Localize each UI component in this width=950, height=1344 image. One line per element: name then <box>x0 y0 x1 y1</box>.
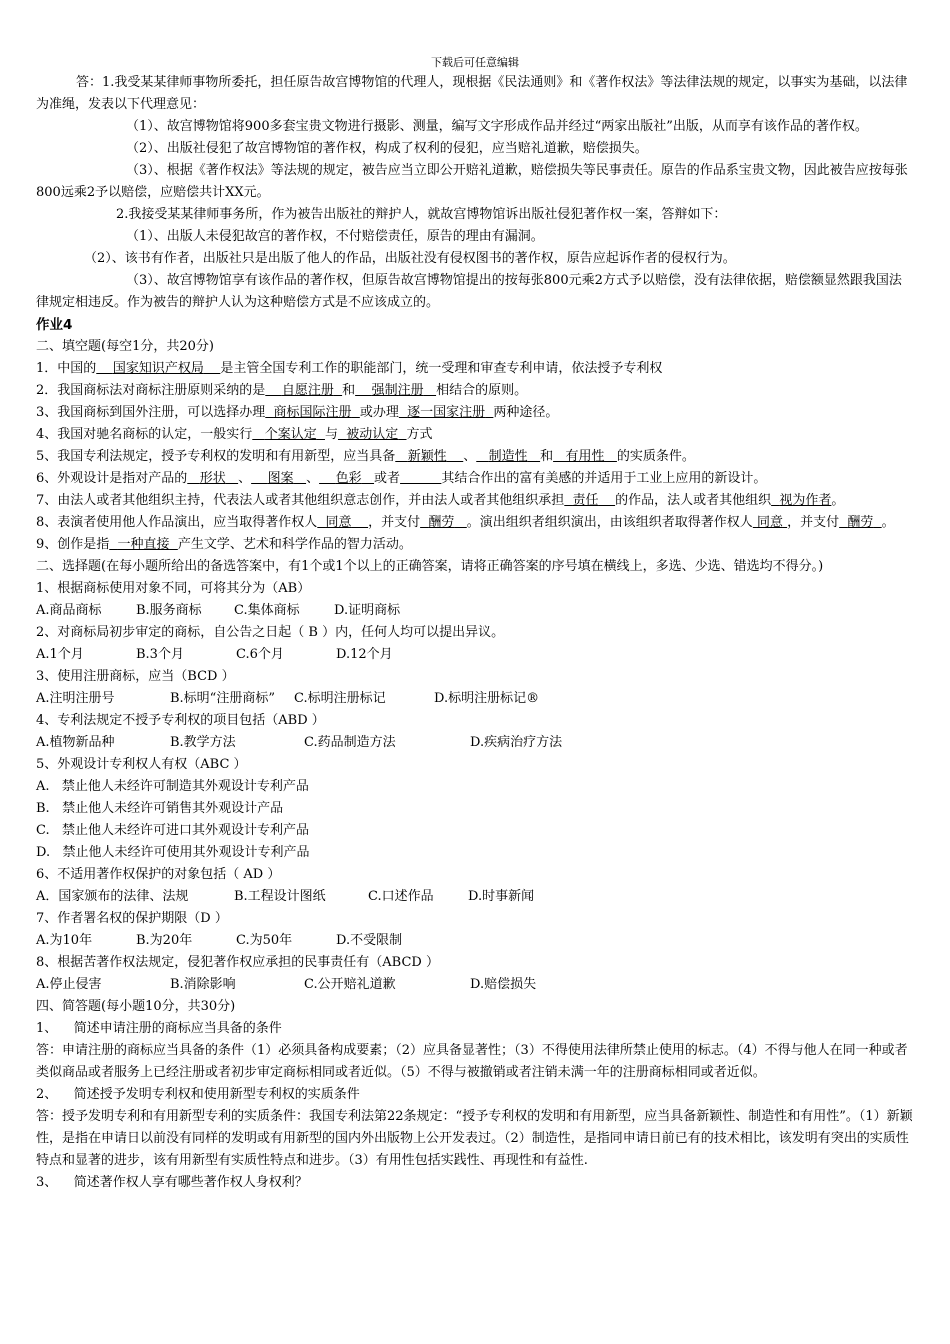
choice-options: A.植物新品种 B.教学方法 C.药品制造方法 D.疾病治疗方法 <box>36 735 563 750</box>
answer-line: （2）、出版社侵犯了故宫博物馆的著作权，构成了权利的侵犯，应当赔礼道歉，赔偿损失。 <box>126 141 648 156</box>
short-question: 3、 简述著作权人享有哪些著作权人身权利？ <box>36 1175 308 1190</box>
short-question: 1、 简述申请注册的商标应当具备的条件 <box>36 1021 282 1036</box>
homework-title: 作业4 <box>36 317 73 333</box>
choice-options: A．国家颁布的法律、法规 B.工程设计图纸 C.口述作品 D.时事新闻 <box>36 889 535 904</box>
choice-question: 6、不适用著作权保护的对象包括（ AD ） <box>36 867 281 882</box>
choice-options: A.注明注册号 B.标明“注册商标” C.标明注册标记 D.标明注册标记® <box>36 691 540 706</box>
answer-line: （3）、根据《著作权法》等法规的规定，被告应当立即公开赔礼道歉，赔偿损失等民事责任。原告的作品系宝贵文物，因此被告应按每张800远乘2予以赔偿，应赔偿共计XX元。 <box>36 163 908 200</box>
section-title: 二、选择题(在每小题所给出的备选答案中，有1个或1个以上的正确答案，请将正确答案的序号填在横线上，多选、少选、错选均不得分。) <box>36 559 824 574</box>
answer-line: （1）、出版人未侵犯故宫的著作权，不付赔偿责任，原告的理由有漏洞。 <box>126 229 544 244</box>
fill-question: 9、创作是指 一种直接 产生文学、艺术和科学作品的智力活动。 <box>36 537 412 552</box>
choice-options: A.1个月 B.3个月 C.6个月 D.12个月 <box>36 647 393 662</box>
answer-line: 答：1.我受某某律师事物所委托，担任原告故宫博物馆的代理人，现根据《民法通则》和《著作权法》等法律法规的规定，以事实为基础，以法律为准绳，发表以下代理意见： <box>36 75 908 112</box>
fill-question: 6、外观设计是指对产品的 形状 、 图案 、 色彩 或者 其结合作出的富有美感的并适用于工业上应用的新设计。 <box>36 471 767 486</box>
fill-question: 2．我国商标法对商标注册原则采纳的是 自愿注册 和 强制注册 相结合的原则。 <box>36 383 528 398</box>
short-answer: 答：授予发明专利和有用新型专利的实质条件：我国专利法第22条规定：“授予专利权的发明和有用新型，应当具备新颖性、制造性和有用性”。（1）新颖性，是指在申请日以前没有同样的发明或有用新型的国内外出版物上公开发表过。（2）制造性，是指同申请日前已有的技术相比，该发明有突出的实质性特点和显著的进步，该有用新型有实质性特点和进步。（3）有用性包括实践性、再现性和有益性. <box>36 1109 913 1168</box>
fill-question: 4、我国对驰名商标的认定，一般实行 个案认定 与 被动认定 方式 <box>36 427 433 442</box>
answer-line: （2）、该书有作者，出版社只是出版了他人的作品，出版社没有侵权图书的著作权，原告应起诉作者的侵权行为。 <box>84 251 736 266</box>
page-header: 下载后可任意编辑 <box>431 56 519 69</box>
choice-option: C. 禁止他人未经许可进口其外观设计专利产品 <box>36 823 310 838</box>
choice-question: 3、使用注册商标，应当（BCD ） <box>36 669 235 684</box>
choice-question: 4、专利法规定不授予专利权的项目包括（ABD ） <box>36 713 325 728</box>
answer-line: 2.我接受某某律师事务所，作为被告出版社的辩护人，就故宫博物馆诉出版社侵犯著作权一案，答辩如下： <box>116 207 727 222</box>
choice-options: A.为10年 B.为20年 C.为50年 D.不受限制 <box>36 933 403 948</box>
choice-question: 8、根据苦著作权法规定，侵犯著作权应承担的民事责任有（ABCD ） <box>36 955 439 970</box>
short-question: 2、 简述授予发明专利权和使用新型专利权的实质条件 <box>36 1087 360 1102</box>
answer-line: （1）、故宫博物馆将900多套宝贵文物进行摄影、测量，编写文字形成作品并经过“两家出版社”出版，从而享有该作品的著作权。 <box>126 119 868 134</box>
choice-option: D. 禁止他人未经许可使用其外观设计专利产品 <box>36 845 310 860</box>
fill-question: 8、表演者使用他人作品演出，应当取得著作权人 同意 ，并支付 酬劳 。演出组织者组织演出，由该组织者取得著作权人 同意 ，并支付 酬劳 。 <box>36 515 895 530</box>
choice-question: 2、对商标局初步审定的商标，自公告之日起（ B ）内，任何人均可以提出异议。 <box>36 625 505 640</box>
choice-options: A.停止侵害 B.消除影响 C.公开赔礼道歉 D.赔偿损失 <box>36 977 537 992</box>
section-title: 四、简答题(每小题10分，共30分) <box>36 999 236 1014</box>
fill-question: 7、由法人或者其他组织主持，代表法人或者其他组织意志创作，并由法人或者其他组织承担 责任 的作品，法人或者其他组织 视为作者。 <box>36 493 845 508</box>
choice-question: 7、作者署名权的保护期限（D ） <box>36 911 228 926</box>
answer-line: （3）、故宫博物馆享有该作品的著作权，但原告故宫博物馆提出的按每张800元乘2方式予以赔偿，没有法律依据，赔偿额显然跟我国法律规定相违反。作为被告的辩护人认为这种赔偿方式是不应该成立的。 <box>36 273 902 310</box>
choice-option: A. 禁止他人未经许可制造其外观设计专利产品 <box>36 779 309 794</box>
fill-question: 5、我国专利法规定，授予专利权的发明和有用新型，应当具备 新颖性 、 制造性 和 有用性 的实质条件。 <box>36 449 695 464</box>
choice-option: B. 禁止他人未经许可销售其外观设计产品 <box>36 801 284 816</box>
short-answer: 答：申请注册的商标应当具备的条件（1）必须具备构成要素；（2）应具备显著性；（3）不得使用法律所禁止使用的标志。（4）不得与他人在同一种或者类似商品或者服务上已经注册或者初步审定商标相同或者近似。（5）不得与被撤销或者注销未满一年的注册商标相同或者近似。 <box>36 1043 908 1080</box>
choice-options: A.商品商标 B.服务商标 C.集体商标 D.证明商标 <box>36 603 401 618</box>
choice-question: 1、根据商标使用对象不同，可将其分为（AB） <box>36 581 311 596</box>
section-title: 二、填空题(每空1分，共20分) <box>36 339 214 354</box>
choice-question: 5、外观设计专利权人有权（ABC ） <box>36 757 247 772</box>
fill-question: 3、我国商标到国外注册，可以选择办理 商标国际注册 或办理 逐一国家注册 两种途径。 <box>36 405 559 420</box>
fill-question: 1．中国的 国家知识产权局 是主管全国专利工作的职能部门，统一受理和审查专利申请，依法授予专利权 <box>36 361 663 376</box>
